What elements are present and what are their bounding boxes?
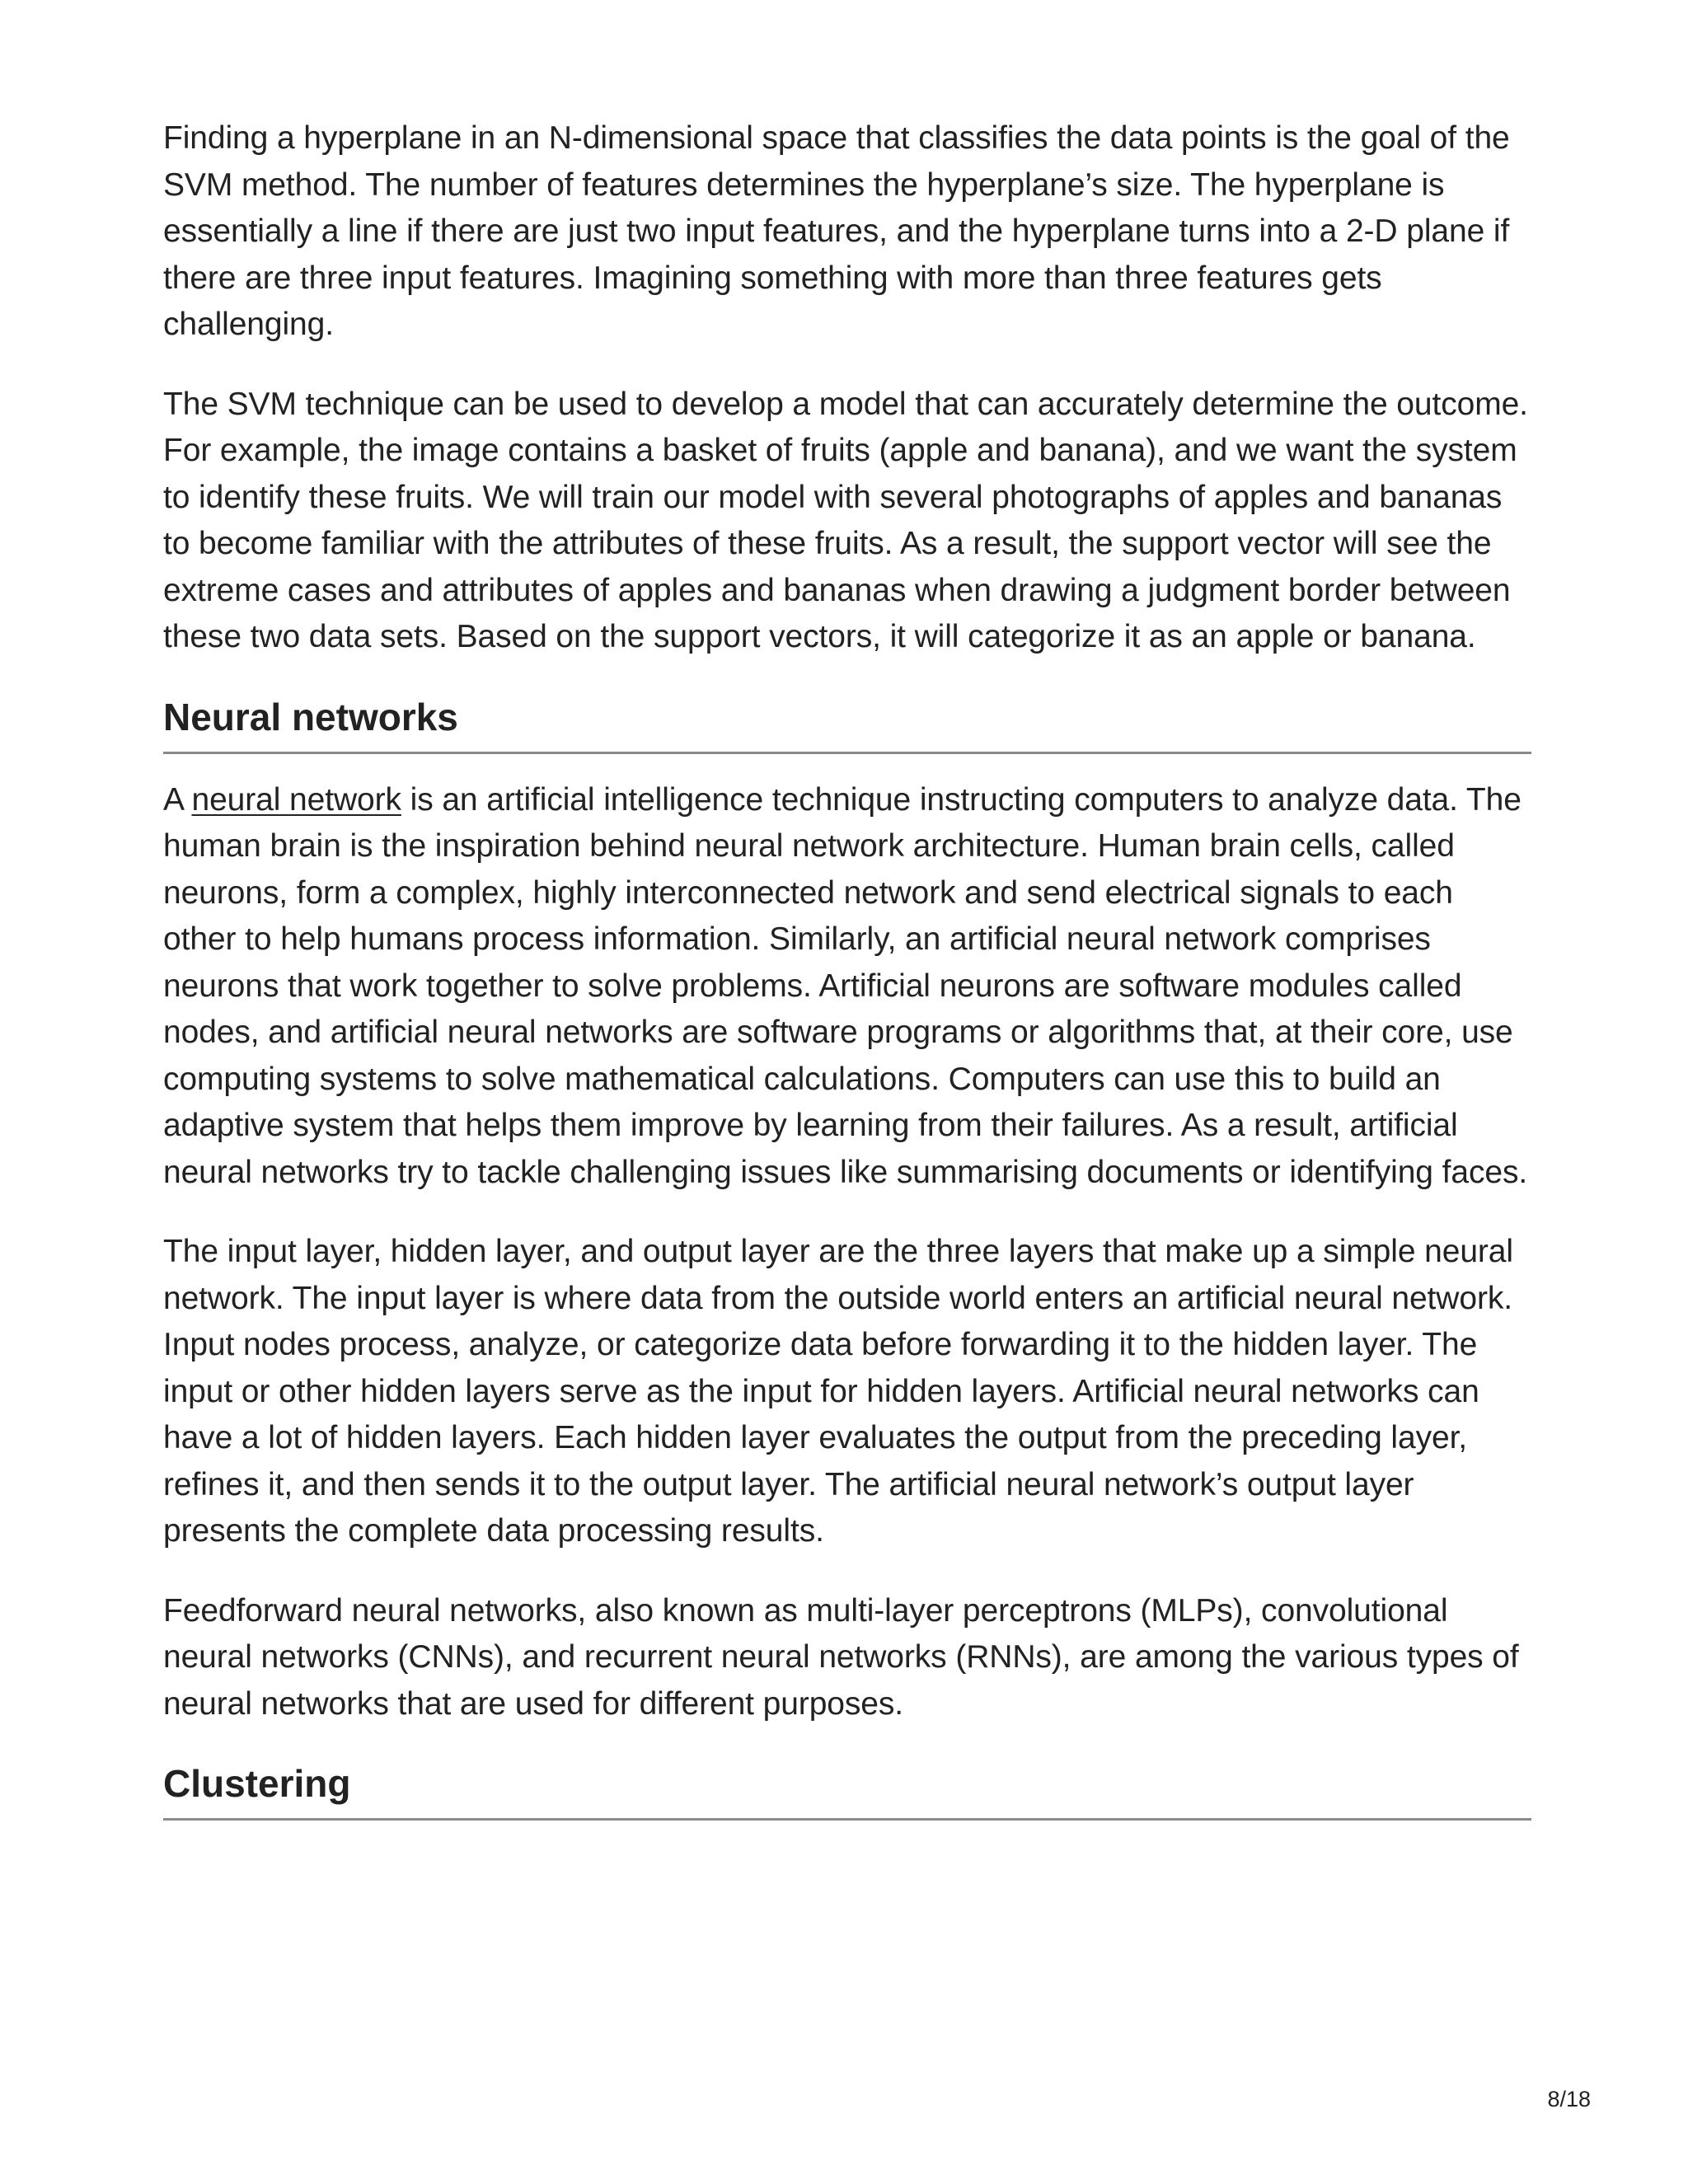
neural-paragraph-2: The input layer, hidden layer, and output layer are the three layers that make up a simple neural network. The input layer is where data from the outside world enters an artificial neural network. Input nodes process, analyze, or categorize data before forwarding it to the hidden layer. The input or other hidden layers serve as the input for hidden layers. Artificial neural networks can have a lot of hidden layers. Each hidden layer evaluates the output from the preceding layer, refines it, and then sends it to the output layer. The artificial neural network’s output layer presents the complete data processing results. bbox=[163, 1234, 1513, 1549]
neural-paragraph-1-text: is an artificial intelligence technique instructing computers to analyze data. The human brain is the inspiration behind neural network architecture. Human brain cells, called neurons, form a complex, highly interconnected network and send electrical signals to each other to help humans process information. Similarly, an artificial neural network comprises neurons that work together to solve problems. Artificial neurons are software modules called nodes, and artificial neural networks are software programs or algorithms that, at their core, use computing systems to solve mathematical calculations. Computers can use this to build an adaptive system that helps them improve by learning from their failures. As a result, artificial neural networks try to tackle challenging issues like summarising documents or identifying faces. bbox=[163, 781, 1528, 1190]
neural-paragraph-3: Feedforward neural networks, also known as multi-layer perceptrons (MLPs), convolutional neural networks (CNNs), and recurrent neural networks (RNNs), are among the various types of neural networks that are used for different purposes. bbox=[163, 1592, 1519, 1722]
clustering-section-header bbox=[163, 1760, 1531, 1821]
svm-paragraph-1: Finding a hyperplane in an N-dimensional space that classifies the data points is the goal of the SVM method. The number of features determines the hyperplane’s size. The hyperplane is essentially a line if there are just two input features, and the hyperplane turns into a 2-D plane if there are three input features. Imagining something with more than three features gets challenging. bbox=[163, 120, 1510, 342]
page-number: 8/18 bbox=[1547, 2087, 1591, 2111]
neural-network-link[interactable]: neural network bbox=[191, 781, 401, 818]
svm-paragraph-2: The SVM technique can be used to develop a model that can accurately determine the outcome. For example, the image contains a basket of fruits (apple and banana), and we want the system to identify these fruits. We will train our model with several photographs of apples and bananas to become familiar with the attributes of these fruits. As a result, the support vector will see the extreme cases and attributes of apples and bananas when drawing a judgment border between these two data sets. Based on the support vectors, it will categorize it as an apple or banana. bbox=[163, 386, 1528, 654]
neural-paragraph-1 bbox=[163, 777, 1531, 1197]
neural-paragraph-1-prefix: A bbox=[163, 781, 192, 818]
neural-networks-heading: Neural networks bbox=[163, 694, 1531, 754]
neural-networks-section-header bbox=[163, 694, 1531, 754]
clustering-heading: Clustering bbox=[163, 1760, 1531, 1821]
document-page bbox=[163, 115, 1531, 1844]
